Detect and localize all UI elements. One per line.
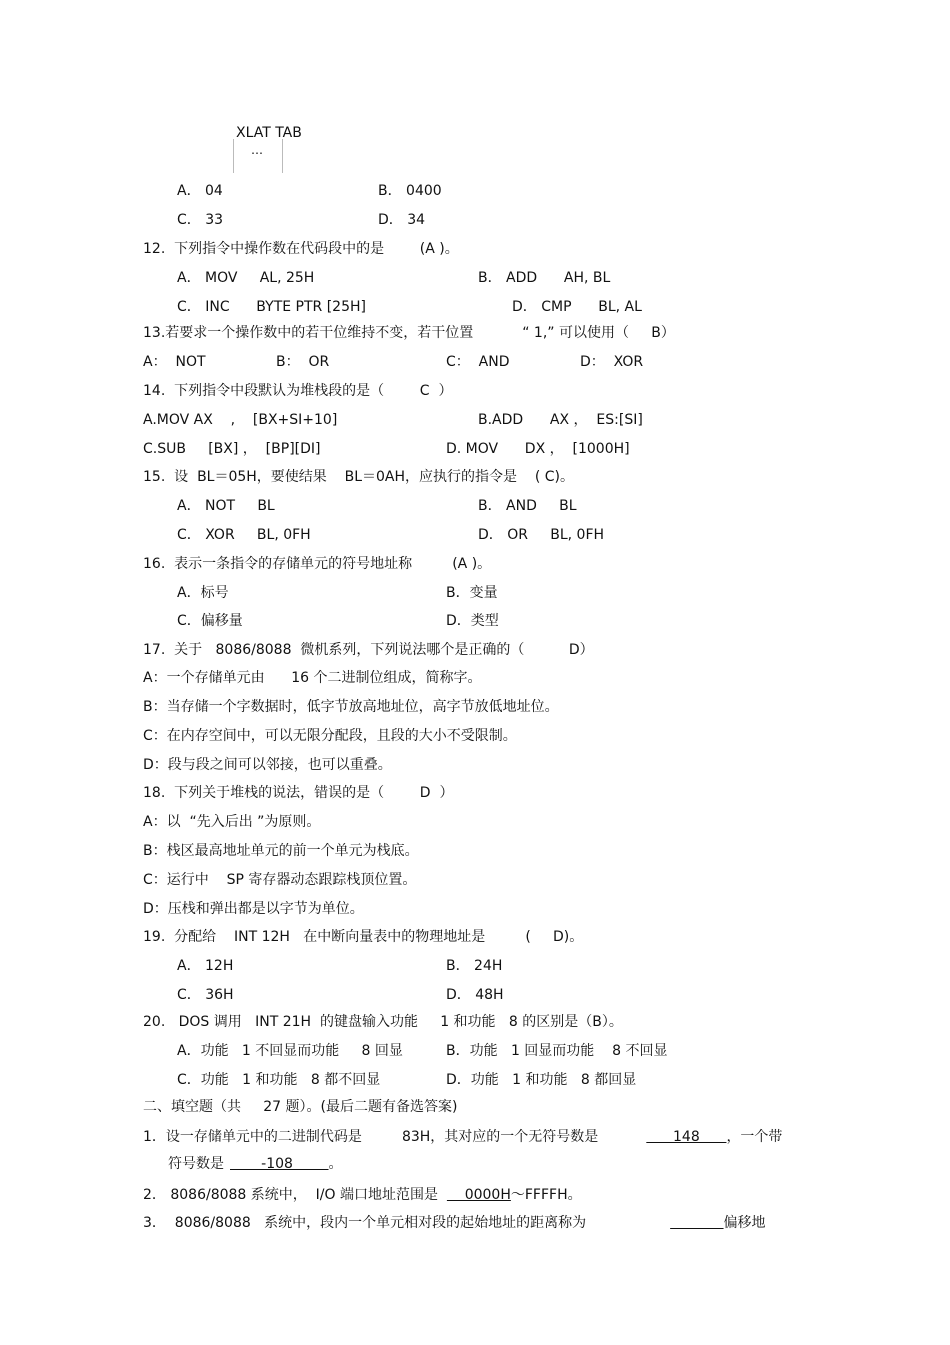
q14-option-c: C.SUB [BX] ， [BP][DI] bbox=[143, 441, 321, 457]
q18-option-b: B：栈区最高地址单元的前一个单元为栈底。 bbox=[143, 843, 419, 859]
q16-option-d: D．类型 bbox=[446, 613, 499, 629]
fill2-line bbox=[143, 1186, 582, 1204]
q16-stem: 16. 表示一条指令的存储单元的符号地址称 (A )。 bbox=[143, 556, 492, 572]
q18-option-a: A：以 “先入后出 ”为原则。 bbox=[143, 814, 321, 830]
q17-option-c: C：在内存空间中，可以无限分配段，且段的大小不受限制。 bbox=[143, 728, 517, 744]
q12-option-a: A． MOV AL, 25H bbox=[177, 270, 315, 286]
fill2-text2: ～FFFFH。 bbox=[510, 1187, 582, 1203]
q14-option-b: B.ADD AX ， ES:[SI] bbox=[478, 412, 643, 428]
q11-option-a: A． 04 bbox=[177, 183, 223, 199]
q19-option-d: D． 48H bbox=[446, 987, 504, 1003]
q13-option-a: A： NOT bbox=[143, 354, 206, 370]
fill1-text4: 。 bbox=[328, 1156, 343, 1172]
fill3-text1: 3． 8086/8088 系统中，段内一个单元相对段的起始地址的距离称为 bbox=[143, 1215, 587, 1231]
q16-option-c: C．偏移量 bbox=[177, 613, 243, 629]
q13-stem: 13.若要求一个操作数中的若干位维持不变，若干位置 “ 1,” 可以使用（ B） bbox=[143, 325, 675, 341]
q19-option-b: B． 24H bbox=[446, 958, 503, 974]
q19-option-a: A． 12H bbox=[177, 958, 234, 974]
q14-stem: 14. 下列指令中段默认为堆栈段的是（ C ） bbox=[143, 383, 453, 399]
q13-option-b: B： OR bbox=[276, 354, 330, 370]
code-ellipsis: … bbox=[251, 143, 263, 157]
q17-stem: 17. 关于 8086/8088 微机系列，下列说法哪个是正确的（ D） bbox=[143, 642, 594, 658]
q11-option-d: D． 34 bbox=[378, 212, 426, 228]
q15-option-c: C． XOR BL, 0FH bbox=[177, 527, 311, 543]
q15-option-b: B． AND BL bbox=[478, 498, 577, 514]
section2-title: 二、填空题（共 27 题）。(最后二题有备选答案) bbox=[143, 1099, 458, 1115]
q15-option-a: A． NOT BL bbox=[177, 498, 275, 514]
q15-stem: 15. 设 BL＝05H，要使结果 BL＝0AH，应执行的指令是 ( C)。 bbox=[143, 469, 574, 485]
q12-option-c: C． INC BYTE PTR [25H] bbox=[177, 299, 366, 315]
q19-stem: 19. 分配给 INT 12H 在中断向量表中的物理地址是 ( D)。 bbox=[143, 929, 584, 945]
q20-option-c: C．功能 1 和功能 8 都不回显 bbox=[177, 1072, 381, 1088]
q12-stem: 12. 下列指令中操作数在代码段中的是 (A )。 bbox=[143, 241, 459, 257]
fill2-text1: 2． 8086/8088 系统中， I/O 端口地址范围是 bbox=[143, 1187, 447, 1203]
q20-stem: 20. DOS 调用 INT 21H 的键盘输入功能 1 和功能 8 的区别是（B）。 bbox=[143, 1014, 623, 1030]
q12-option-d: D． CMP BL, AL bbox=[512, 299, 642, 315]
q16-option-b: B．变量 bbox=[446, 585, 498, 601]
q13-option-d: D： XOR bbox=[580, 354, 644, 370]
fill3-line bbox=[143, 1214, 766, 1232]
q15-option-d: D． OR BL, 0FH bbox=[478, 527, 605, 543]
q17-option-b: B：当存储一个字数据时，低字节放高地址位，高字节放低地址位。 bbox=[143, 699, 559, 715]
q16-option-a: A．标号 bbox=[177, 585, 229, 601]
q17-option-d: D：段与段之间可以邻接，也可以重叠。 bbox=[143, 757, 392, 773]
fill1-line1 bbox=[143, 1128, 782, 1146]
q14-option-a: A.MOV AX , [BX+SI+10] bbox=[143, 412, 338, 428]
fill1-line2 bbox=[168, 1155, 343, 1173]
q13-option-c: C： AND bbox=[446, 354, 510, 370]
q17-option-a: A：一个存储单元由 16 个二进制位组成，简称字。 bbox=[143, 670, 482, 686]
q12-option-b: B． ADD AH, BL bbox=[478, 270, 611, 286]
q18-option-c: C：运行中 SP 寄存器动态跟踪栈顶位置。 bbox=[143, 872, 417, 888]
q19-option-c: C． 36H bbox=[177, 987, 234, 1003]
q20-option-d: D．功能 1 和功能 8 都回显 bbox=[446, 1072, 637, 1088]
q18-option-d: D：压栈和弹出都是以字节为单位。 bbox=[143, 901, 364, 917]
fill1-text3: 符号数是 bbox=[168, 1156, 224, 1172]
fill3-answer-blank bbox=[670, 1215, 723, 1231]
fill1-text2: ，一个带 bbox=[726, 1129, 783, 1145]
q20-option-b: B．功能 1 回显而功能 8 不回显 bbox=[446, 1043, 668, 1059]
q18-stem: 18. 下列关于堆栈的说法，错误的是（ D ） bbox=[143, 785, 454, 801]
q11-option-b: B． 0400 bbox=[378, 183, 442, 199]
fill3-text2: 偏移地 bbox=[723, 1215, 766, 1231]
q20-option-a: A．功能 1 不回显而功能 8 回显 bbox=[177, 1043, 403, 1059]
fill1-answer2: -108 bbox=[230, 1156, 329, 1172]
fill1-text1: 1．设一存储单元中的二进制代码是 83H，其对应的一个无符号数是 bbox=[143, 1129, 599, 1145]
q11-option-c: C． 33 bbox=[177, 212, 224, 228]
fill1-answer1: 148 bbox=[646, 1129, 727, 1145]
code-instruction: XLAT TAB bbox=[236, 125, 302, 141]
q14-option-d: D. MOV DX ， [1000H] bbox=[446, 441, 630, 457]
fill2-answer: 0000H bbox=[446, 1187, 511, 1203]
